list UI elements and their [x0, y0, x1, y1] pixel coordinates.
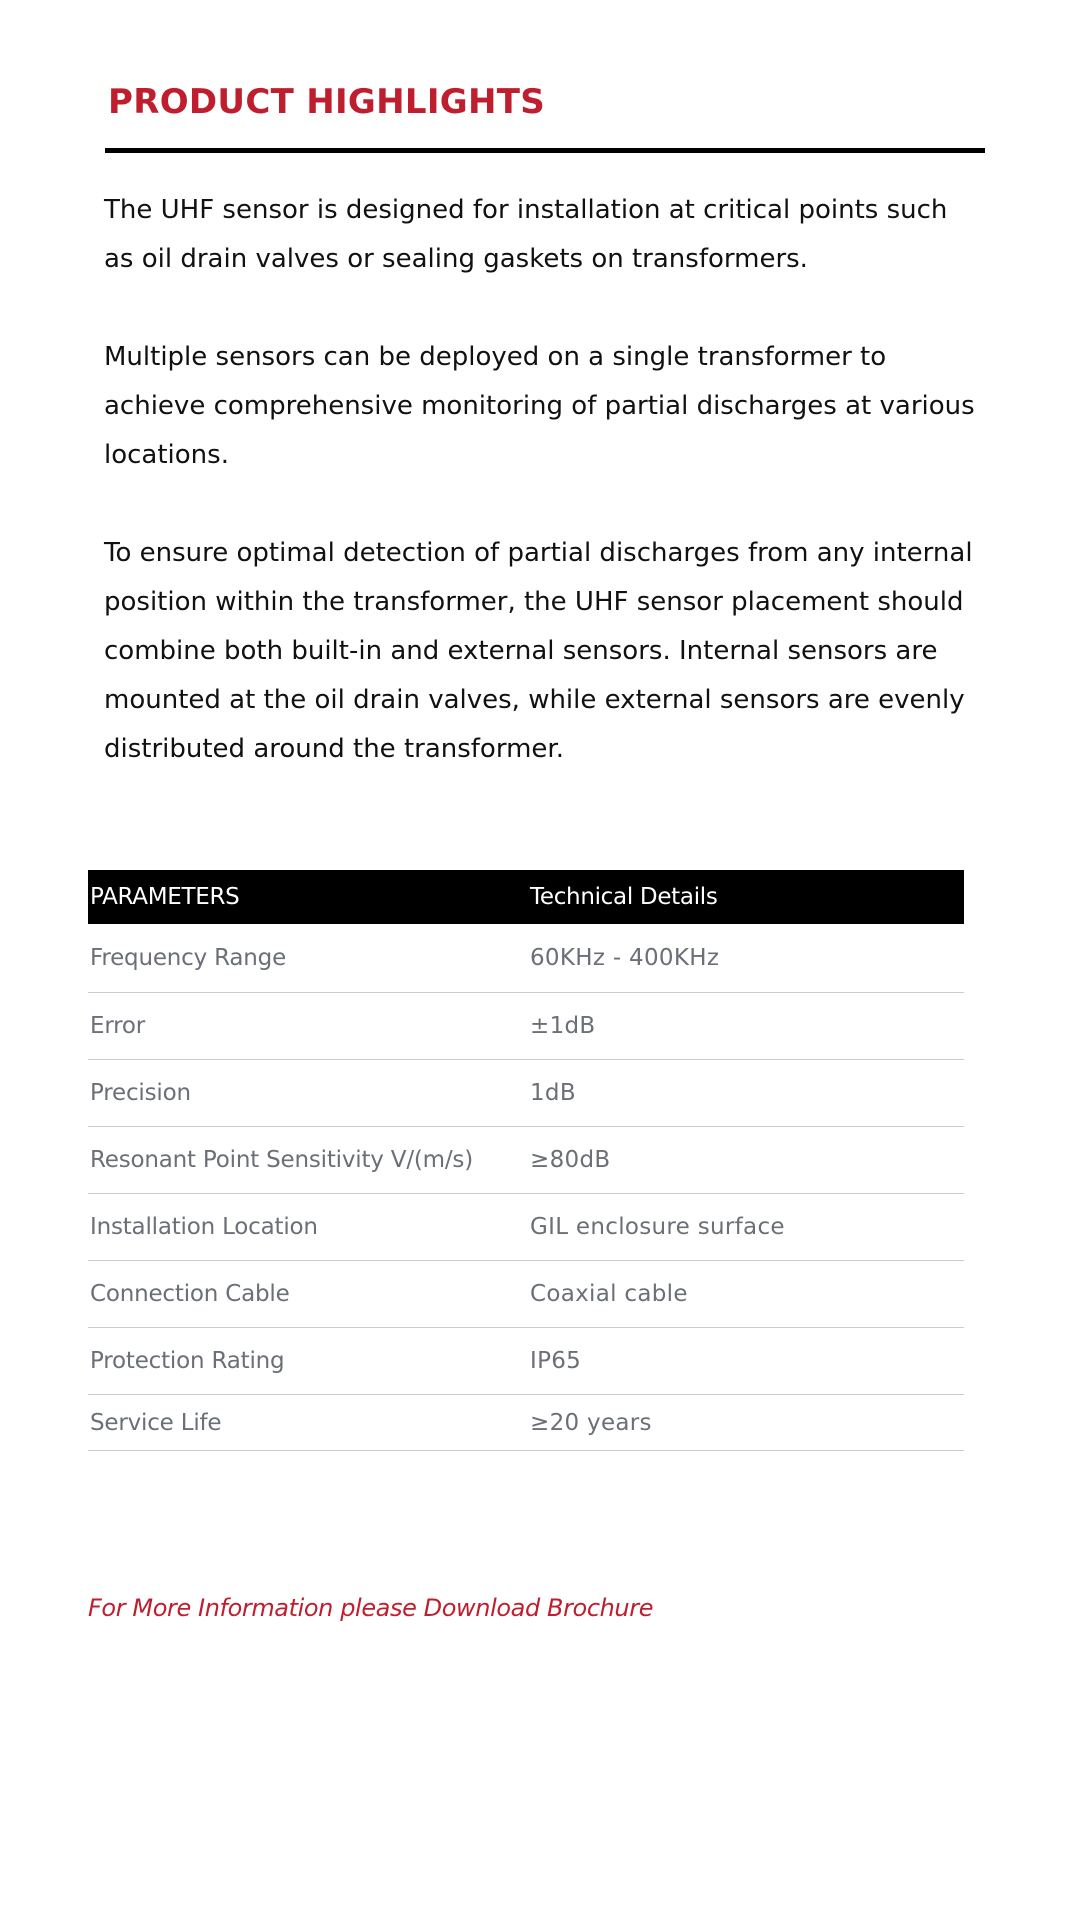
technical-details-column-header: Technical Details: [528, 870, 964, 924]
value-cell: Coaxial cable: [528, 1261, 964, 1328]
table-row: [88, 1261, 964, 1328]
parameter-cell: Precision: [88, 1060, 528, 1127]
value-cell: ±1dB: [528, 993, 964, 1060]
table-row: [88, 1395, 964, 1451]
value-cell: 1dB: [528, 1060, 964, 1127]
table-row: [88, 993, 964, 1060]
section-title: PRODUCT HIGHLIGHTS: [108, 82, 546, 122]
parameter-cell: Error: [88, 993, 528, 1060]
parameters-column-header: PARAMETERS: [88, 870, 528, 924]
table-row: [88, 1328, 964, 1395]
highlight-paragraph: To ensure optimal detection of partial discharges from any internal position within the transformer, the UHF sensor placement should combine both built-in and external sensors. Internal sensors are mounted at the oil drain valves, while external sensors are evenly distributed around the transformer.: [104, 538, 973, 764]
table-row: [88, 1127, 964, 1194]
highlight-paragraph: Multiple sensors can be deployed on a single transformer to achieve comprehensive monitoring of partial discharges at various locations.: [104, 342, 975, 470]
highlight-paragraph: The UHF sensor is designed for installation at critical points such as oil drain valves or sealing gaskets on transformers.: [104, 195, 948, 274]
table-row: [88, 1194, 964, 1261]
value-cell: IP65: [528, 1328, 964, 1395]
table-row: [88, 1060, 964, 1127]
download-brochure-link[interactable]: For More Information please Download Brochure: [88, 1594, 654, 1622]
parameter-cell: Connection Cable: [88, 1261, 528, 1328]
parameter-cell: Installation Location: [88, 1194, 528, 1261]
specifications-table: [88, 870, 964, 1451]
parameter-cell: Service Life: [88, 1395, 528, 1451]
value-cell: 60KHz - 400KHz: [528, 924, 964, 993]
value-cell: ≥80dB: [528, 1127, 964, 1194]
table-header-row: [88, 870, 964, 924]
table-row: [88, 924, 964, 993]
title-divider: [105, 148, 985, 153]
highlights-text: [104, 186, 984, 823]
value-cell: ≥20 years: [528, 1395, 964, 1451]
value-cell: GIL enclosure surface: [528, 1194, 964, 1261]
parameter-cell: Resonant Point Sensitivity V/(m/s): [88, 1127, 528, 1194]
parameter-cell: Frequency Range: [88, 924, 528, 993]
parameter-cell: Protection Rating: [88, 1328, 528, 1395]
